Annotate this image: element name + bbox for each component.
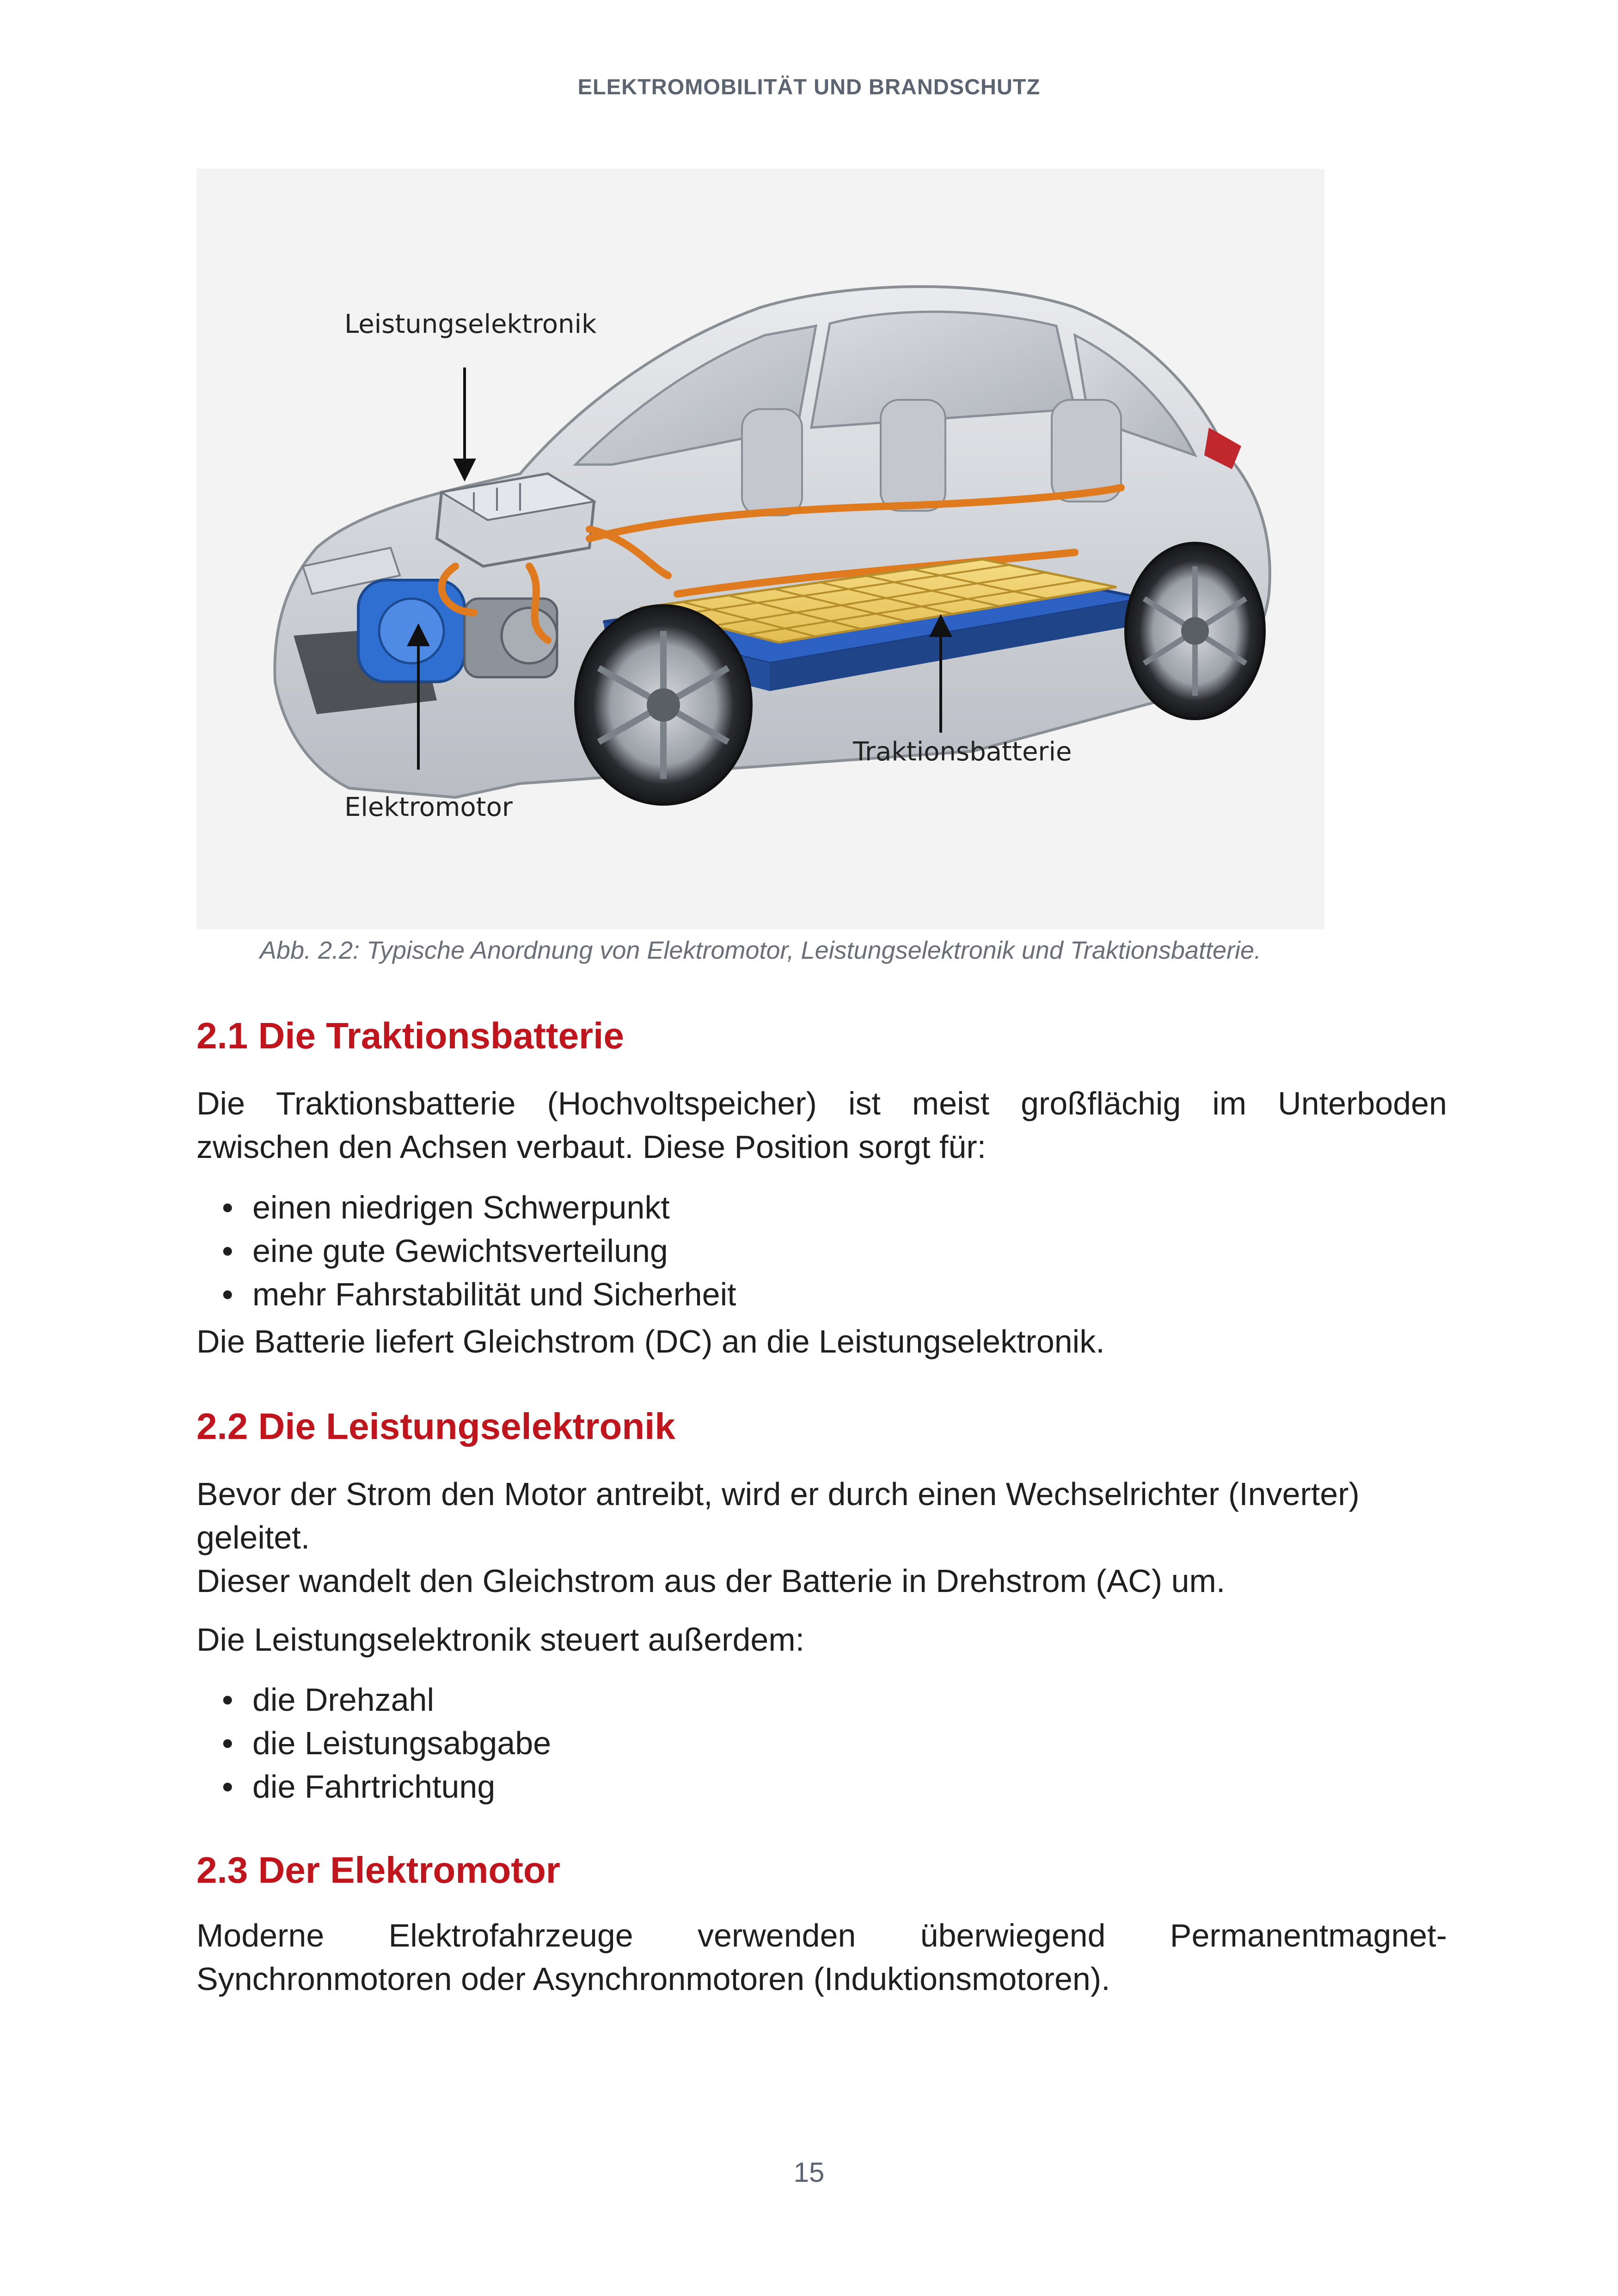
paragraph-2-1-intro xyxy=(196,1082,1447,1169)
running-header: ELEKTROMOBILITÄT UND BRANDSCHUTZ xyxy=(577,74,1041,99)
paragraph-2-1-closing: Die Batterie liefert Gleichstrom (DC) an die Leistungselektronik. xyxy=(196,1323,1105,1359)
paragraph-2-3 xyxy=(196,1914,1447,2001)
car-body xyxy=(275,287,1269,797)
list-item: • einen niedrigen Schwerpunkt xyxy=(222,1186,736,1229)
arrowhead-power-electronics xyxy=(455,460,474,478)
paragraph-line: Moderne Elektrofahrzeuge verwenden überwiegend Permanentmagnet- xyxy=(196,1917,1447,1953)
paragraph-2-2-second: Die Leistungselektronik steuert außerdem: xyxy=(196,1622,805,1658)
paragraph-line: Bevor der Strom den Motor antreibt, wird er durch einen Wechselrichter (Inverter) xyxy=(196,1476,1360,1512)
bullet-list-2-1 xyxy=(222,1186,736,1316)
list-item: • die Leistungsabgabe xyxy=(222,1721,551,1765)
paragraph-line: Die Traktionsbatterie (Hochvoltspeicher) ist meist großflächig im Unterboden xyxy=(196,1085,1447,1121)
paragraph-line: geleitet. xyxy=(196,1519,310,1555)
car-cutaway-figure xyxy=(196,169,1324,929)
paragraph-line: Dieser wandelt den Gleichstrom aus der Batterie in Drehstrom (AC) um. xyxy=(196,1563,1226,1599)
section-heading-2-2: 2.2 Die Leistungselektronik xyxy=(196,1406,675,1447)
list-item: • mehr Fahrstabilität und Sicherheit xyxy=(222,1273,736,1316)
front-wheel xyxy=(576,606,751,804)
bullet-list-2-2 xyxy=(222,1678,551,1808)
list-item: • die Fahrtrichtung xyxy=(222,1765,551,1808)
label-traction-battery: Traktionsbatterie xyxy=(853,737,1072,767)
paragraph-line: Synchronmotoren oder Asynchronmotoren (Induktionsmotoren). xyxy=(196,1961,1110,1997)
page-number: 15 xyxy=(793,2157,825,2188)
section-heading-2-3: 2.3 Der Elektromotor xyxy=(196,1849,560,1891)
figure-caption: Abb. 2.2: Typische Anordnung von Elektromotor, Leistungselektronik und Traktionsbatterie. xyxy=(259,937,1262,964)
paragraph-line: zwischen den Achsen verbaut. Diese Position sorgt für: xyxy=(196,1129,987,1165)
list-item: • die Drehzahl xyxy=(222,1678,551,1721)
rear-wheel xyxy=(1126,543,1264,719)
label-power-electronics: Leistungselektronik xyxy=(344,309,597,339)
paragraph-2-2-first xyxy=(196,1472,1447,1603)
power-electronics-graphic xyxy=(437,474,594,566)
section-heading-2-1: 2.1 Die Traktionsbatterie xyxy=(196,1015,624,1056)
list-item: • eine gute Gewichtsverteilung xyxy=(222,1229,736,1273)
label-electric-motor: Elektromotor xyxy=(344,792,513,822)
